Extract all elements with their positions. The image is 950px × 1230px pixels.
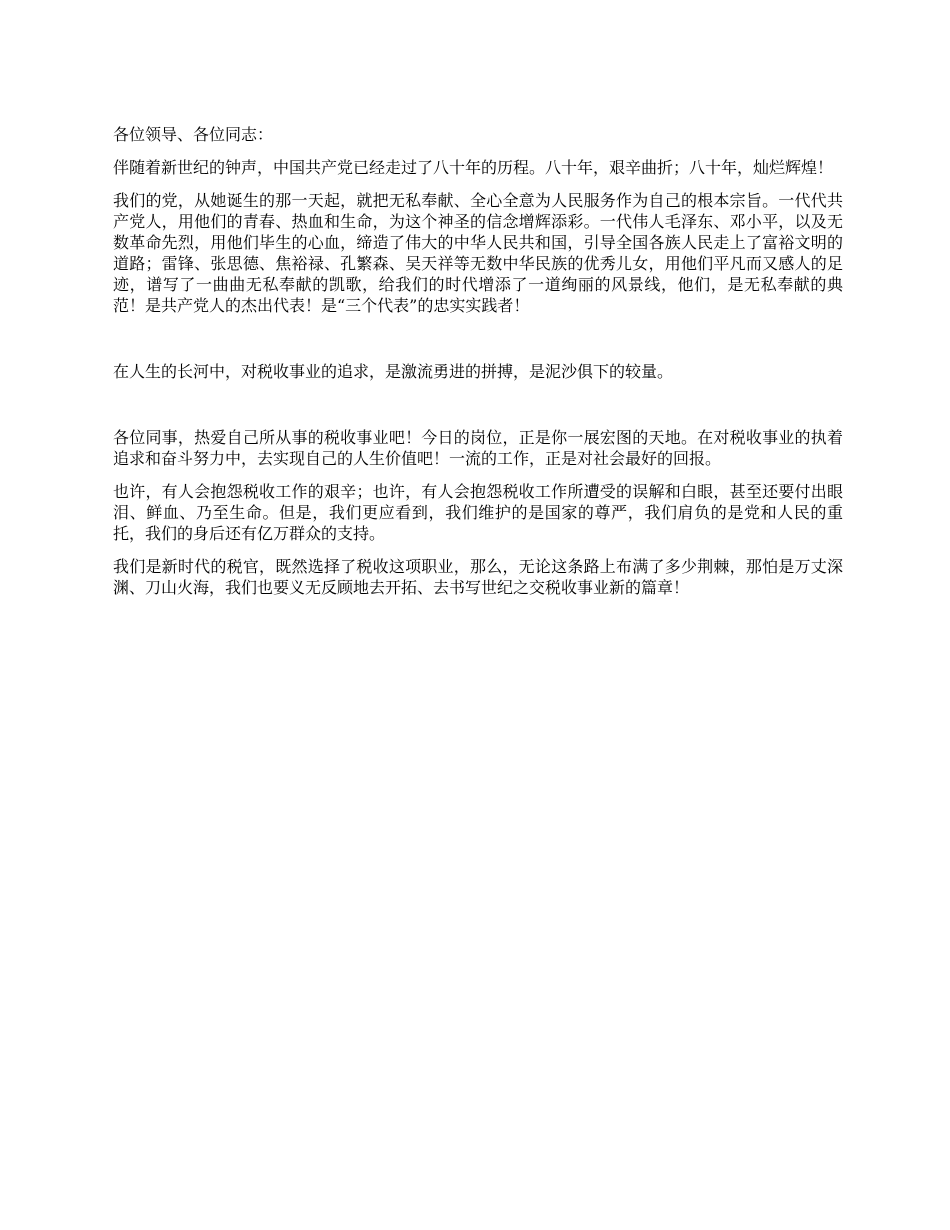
paragraph-party: 我们的党，从她诞生的那一天起，就把无私奉献、全心全意为人民服务作为自己的根本宗旨。一代代共产党人，用他们的青春、热血和生命，为这个神圣的信念增辉添彩。一代伟人毛泽东、邓小平，以及无数革命先烈，用他们毕生的心血，缔造了伟大的中华人民共和国，引导全国各族人民走上了富裕文明的道路；雷锋、张思德、焦裕禄、孔繁森、吴天祥等无数中华民族的优秀儿女，用他们平凡而又感人的足迹，谱写了一曲曲无私奉献的凯歌，给我们的时代增添了一道绚丽的风景线，他们，是无私奉献的典范！是共产党人的杰出代表！是“三个代表”的忠实实践者！ xyxy=(113,191,843,315)
salutation: 各位领导、各位同志： xyxy=(113,125,274,144)
spacer xyxy=(113,328,843,361)
paragraph-conclusion: 我们是新时代的税官，既然选择了税收这项职业，那么，无论这条路上布满了多少荆棘，那怕是万丈深渊、刀山火海，我们也要义无反顾地去开拓、去书写世纪之交税收事业新的篇章！ xyxy=(113,557,843,597)
paragraph-hardship: 也许，有人会抱怨税收工作的艰辛；也许，有人会抱怨税收工作所遭受的误解和白眼，甚至还要付出眼泪、鲜血、乃至生命。但是，我们更应看到，我们维护的是国家的尊严，我们肩负的是党和人民的重托，我们的身后还有亿万群众的支持。 xyxy=(113,482,843,543)
spacer xyxy=(113,394,843,427)
paragraph-river: 在人生的长河中，对税收事业的追求，是激流勇进的拼搏，是泥沙俱下的较量。 xyxy=(113,362,674,381)
document-body xyxy=(113,124,843,610)
paragraph-intro: 伴随着新世纪的钟声，中国共产党已经走过了八十年的历程。八十年，艰辛曲折；八十年，灿烂辉煌！ xyxy=(113,158,834,177)
paragraph-colleagues: 各位同事，热爱自己所从事的税收事业吧！今日的岗位，正是你一展宏图的天地。在对税收事业的执着追求和奋斗努力中，去实现自己的人生价值吧！一流的工作，正是对社会最好的回报。 xyxy=(113,428,843,468)
